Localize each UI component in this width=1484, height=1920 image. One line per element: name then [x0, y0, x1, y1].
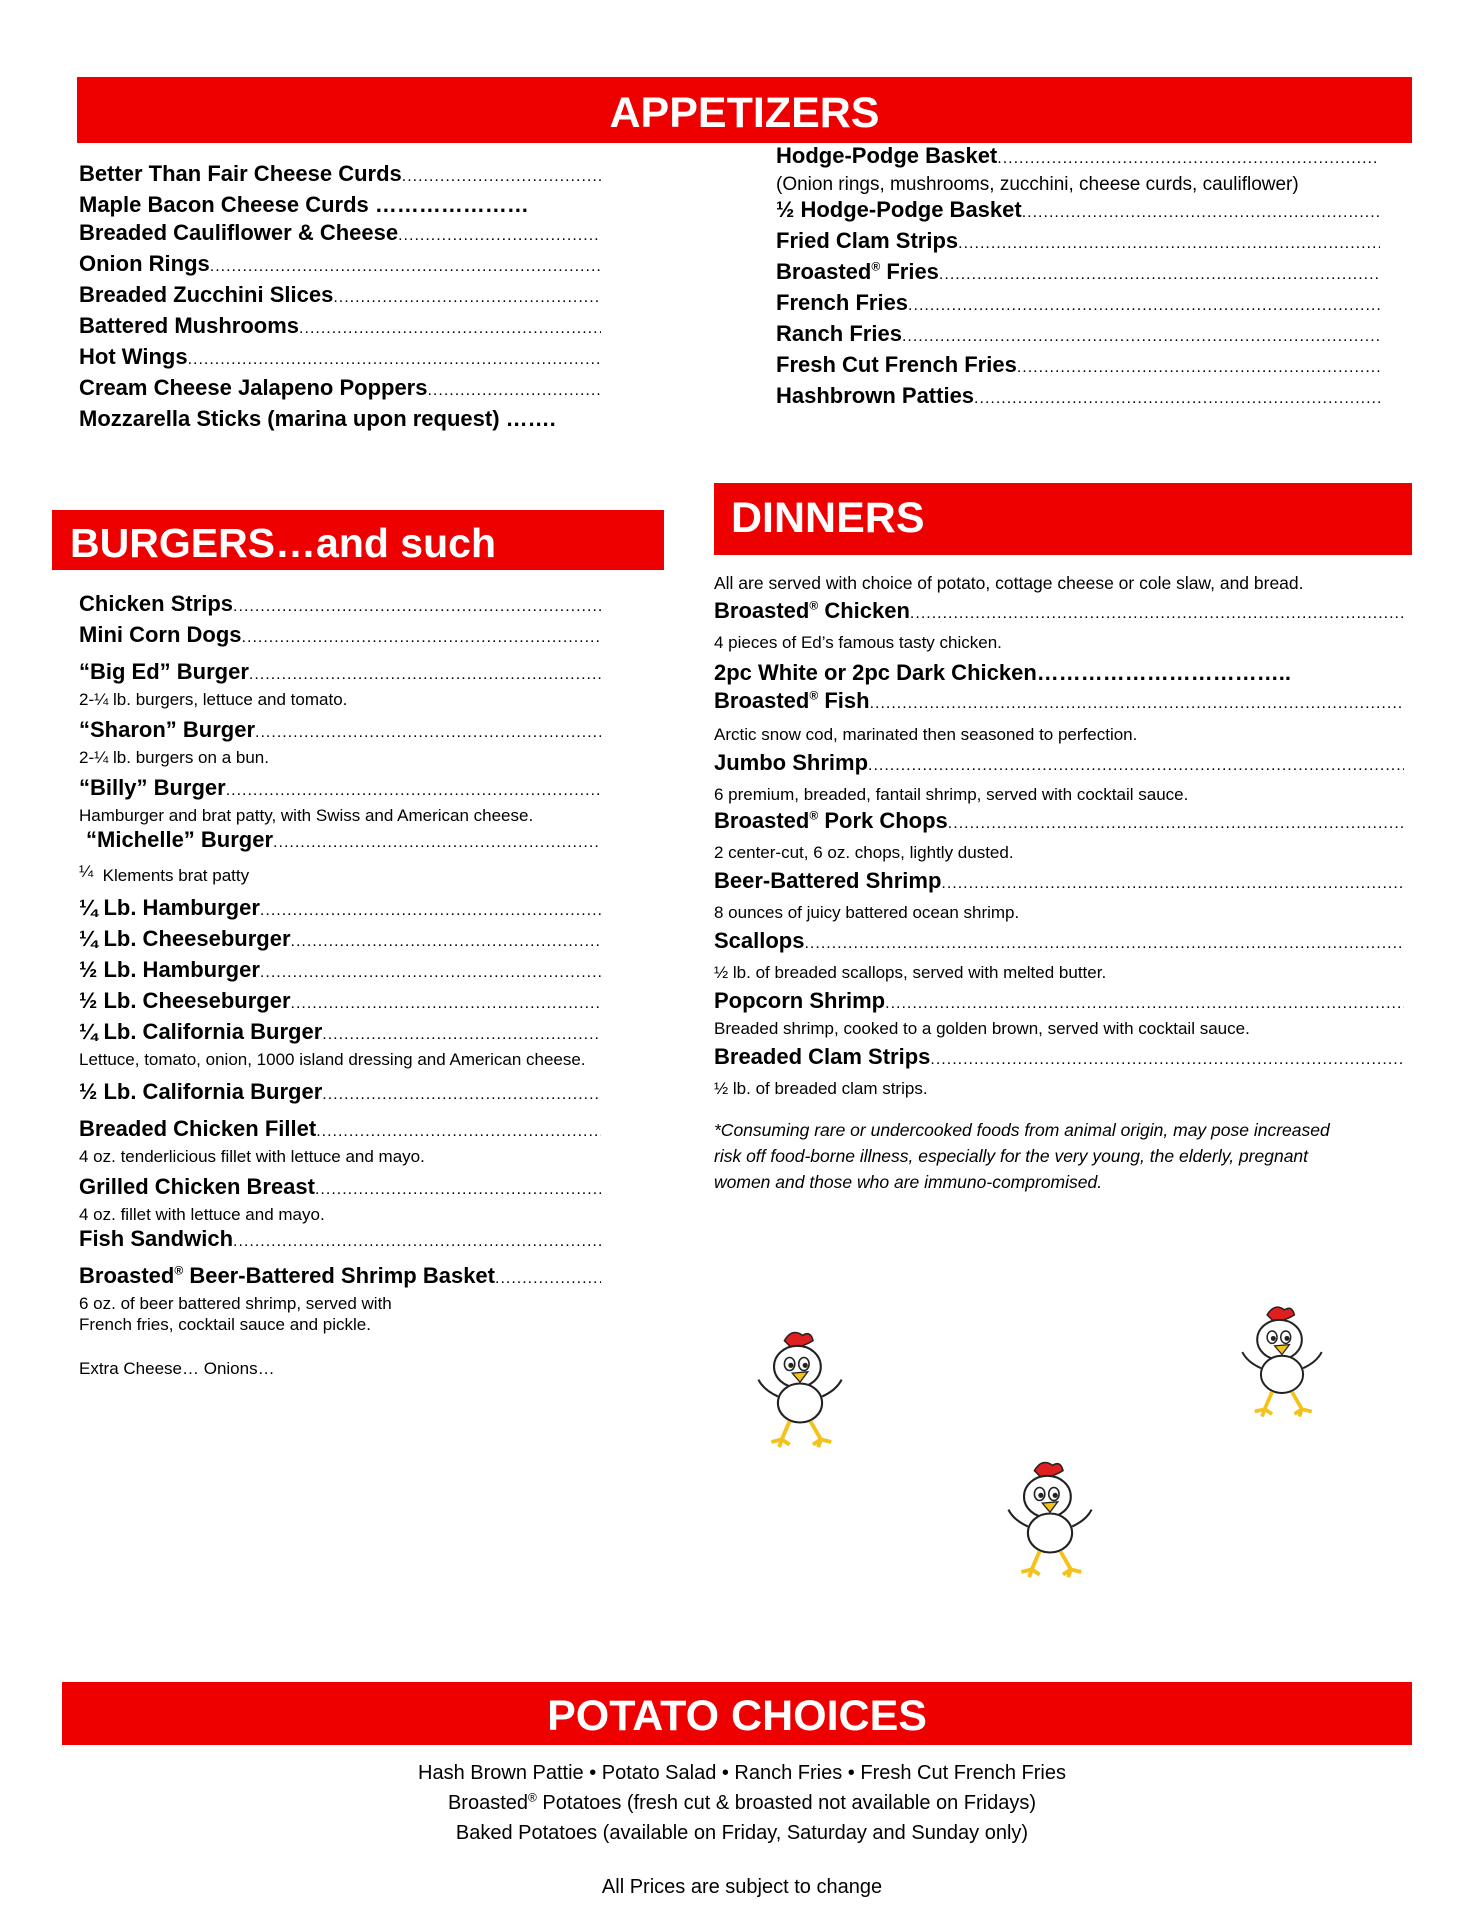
- menu-item[interactable]: Broasted® Fries .....: [776, 258, 1380, 289]
- menu-item[interactable]: Broasted® Pork Chops .....: [714, 807, 1404, 838]
- menu-item[interactable]: ¼ Lb. Cheeseburger .....: [79, 925, 601, 956]
- item-description: French fries, cocktail sauce and pickle.: [79, 1315, 371, 1334]
- menu-item[interactable]: “Big Ed” Burger .....: [79, 658, 601, 689]
- menu-item[interactable]: Maple Bacon Cheese Curds …………………: [79, 192, 529, 217]
- appetizers-banner: [77, 77, 1412, 143]
- menu-item[interactable]: Hodge-Podge Basket .....: [776, 142, 1380, 173]
- menu-item[interactable]: “Sharon” Burger .....: [79, 716, 601, 747]
- menu-item[interactable]: Beer-Battered Shrimp .....: [714, 867, 1404, 898]
- appetizers-right-list: [776, 142, 1380, 413]
- menu-item[interactable]: Cream Cheese Jalapeno Poppers .....: [79, 374, 601, 405]
- menu-item[interactable]: Chicken Strips .....: [79, 590, 601, 621]
- appetizers-left-list: [79, 160, 601, 433]
- item-description: Breaded shrimp, cooked to a golden brown, served with cocktail sauce.: [714, 1019, 1250, 1038]
- item-description: (Onion rings, mushrooms, zucchini, cheese curds, cauliflower): [776, 174, 1299, 195]
- menu-item[interactable]: Onion Rings .....: [79, 250, 601, 281]
- menu-item[interactable]: Broasted® Beer-Battered Shrimp Basket .....: [79, 1262, 601, 1293]
- burgers-title: BURGERS…and such: [70, 520, 496, 566]
- item-description: ½ lb. of breaded scallops, served with melted butter.: [714, 963, 1107, 982]
- menu-item[interactable]: Hashbrown Patties .....: [776, 382, 1380, 413]
- menu-item[interactable]: Fried Clam Strips .....: [776, 227, 1380, 258]
- potato-line: Broasted® Potatoes (fresh cut & broasted not available on Fridays): [447, 1790, 1037, 1814]
- chicken-mascot-icon: [735, 1325, 865, 1455]
- menu-item[interactable]: Mozzarella Sticks (marina upon request) …….: [79, 406, 556, 431]
- menu-item[interactable]: Grilled Chicken Breast .....: [79, 1173, 601, 1204]
- menu-item[interactable]: Fish Sandwich .....: [79, 1225, 601, 1256]
- item-description: 2 center-cut, 6 oz. chops, lightly dusted.: [714, 843, 1014, 862]
- dinners-banner: [714, 483, 1412, 555]
- potato-line: Hash Brown Pattie • Potato Salad • Ranch Fries • Fresh Cut French Fries: [418, 1762, 1066, 1784]
- menu-item[interactable]: Breaded Zucchini Slices .....: [79, 281, 601, 312]
- potato-title: POTATO CHOICES: [547, 1692, 927, 1740]
- menu-item[interactable]: ½ Lb. Hamburger .....: [79, 956, 601, 987]
- potato-banner: [62, 1682, 1412, 1745]
- menu-item[interactable]: Breaded Cauliflower & Cheese .....: [79, 219, 601, 250]
- menu-item[interactable]: ½ Lb. Cheeseburger .....: [79, 987, 601, 1018]
- item-description: Arctic snow cod, marinated then seasoned to perfection.: [714, 725, 1138, 744]
- health-warning: *Consuming rare or undercooked foods from animal origin, may pose increased risk off food-borne illness, especially for the very young, the elderly, pregnant women and those who are immuno-compromised.: [714, 1120, 1330, 1192]
- menu-item[interactable]: ¼ Lb. Hamburger .....: [79, 894, 601, 925]
- menu-item[interactable]: Broasted® Chicken .....: [714, 597, 1404, 628]
- appetizers-title: APPETIZERS: [609, 89, 880, 137]
- dinners-title: DINNERS: [731, 494, 925, 542]
- item-description: 4 pieces of Ed’s famous tasty chicken.: [714, 633, 1002, 652]
- menu-item[interactable]: “Billy” Burger .....: [79, 774, 601, 805]
- item-description: 4 oz. fillet with lettuce and mayo.: [79, 1205, 325, 1224]
- menu-item[interactable]: Better Than Fair Cheese Curds .....: [79, 160, 601, 191]
- menu-item[interactable]: Battered Mushrooms .....: [79, 312, 601, 343]
- menu-item[interactable]: ½ Lb. California Burger .....: [79, 1078, 601, 1109]
- price-disclaimer: All Prices are subject to change: [601, 1876, 883, 1898]
- item-description: 6 premium, breaded, fantail shrimp, served with cocktail sauce.: [714, 785, 1189, 804]
- menu-item[interactable]: Scallops .....: [714, 927, 1404, 958]
- menu-item[interactable]: Jumbo Shrimp .....: [714, 749, 1404, 780]
- burgers-banner: [52, 510, 664, 570]
- menu-item[interactable]: Mini Corn Dogs .....: [79, 621, 601, 652]
- menu-item[interactable]: ½ Hodge-Podge Basket .....: [776, 196, 1380, 227]
- potato-line: Baked Potatoes (available on Friday, Saturday and Sunday only): [455, 1822, 1029, 1844]
- item-description: Lettuce, tomato, onion, 1000 island dressing and American cheese.: [79, 1050, 586, 1069]
- item-description: 4 oz. tenderlicious fillet with lettuce and mayo.: [79, 1147, 425, 1166]
- item-description: 2-¼ lb. burgers on a bun.: [79, 748, 269, 767]
- menu-item[interactable]: Popcorn Shrimp .....: [714, 987, 1404, 1018]
- dinners-list: [714, 573, 1404, 1195]
- menu-item[interactable]: Fresh Cut French Fries .....: [776, 351, 1380, 382]
- menu-item[interactable]: Ranch Fries .....: [776, 320, 1380, 351]
- menu-item[interactable]: ¼ Lb. California Burger .....: [79, 1018, 601, 1049]
- chicken-mascot-icon: [1220, 1300, 1344, 1424]
- item-description: 6 oz. of beer battered shrimp, served with: [79, 1294, 392, 1313]
- menu-item[interactable]: Breaded Chicken Fillet .....: [79, 1115, 601, 1146]
- extras-note: Extra Cheese… Onions…: [79, 1359, 275, 1378]
- menu-item[interactable]: Breaded Clam Strips .....: [714, 1043, 1404, 1074]
- item-description: Hamburger and brat patty, with Swiss and American cheese.: [79, 806, 534, 825]
- burgers-list: [79, 590, 601, 1379]
- chicken-mascot-icon: [985, 1455, 1115, 1585]
- menu-item[interactable]: French Fries .....: [776, 289, 1380, 320]
- menu-item[interactable]: 2pc White or 2pc Dark Chicken……………………………..: [714, 660, 1291, 685]
- menu-item[interactable]: “Michelle” Burger .....: [79, 826, 601, 857]
- item-description: 8 ounces of juicy battered ocean shrimp.: [714, 903, 1020, 922]
- item-description: ½ lb. of breaded clam strips.: [714, 1079, 928, 1098]
- menu-item[interactable]: Hot Wings .....: [79, 343, 601, 374]
- item-description: ¼ Klements brat patty: [79, 862, 250, 885]
- menu-item[interactable]: Broasted® Fish .....: [714, 687, 1404, 718]
- dinners-intro: All are served with choice of potato, cottage cheese or cole slaw, and bread.: [714, 573, 1304, 593]
- item-description: 2-¼ lb. burgers, lettuce and tomato.: [79, 690, 348, 709]
